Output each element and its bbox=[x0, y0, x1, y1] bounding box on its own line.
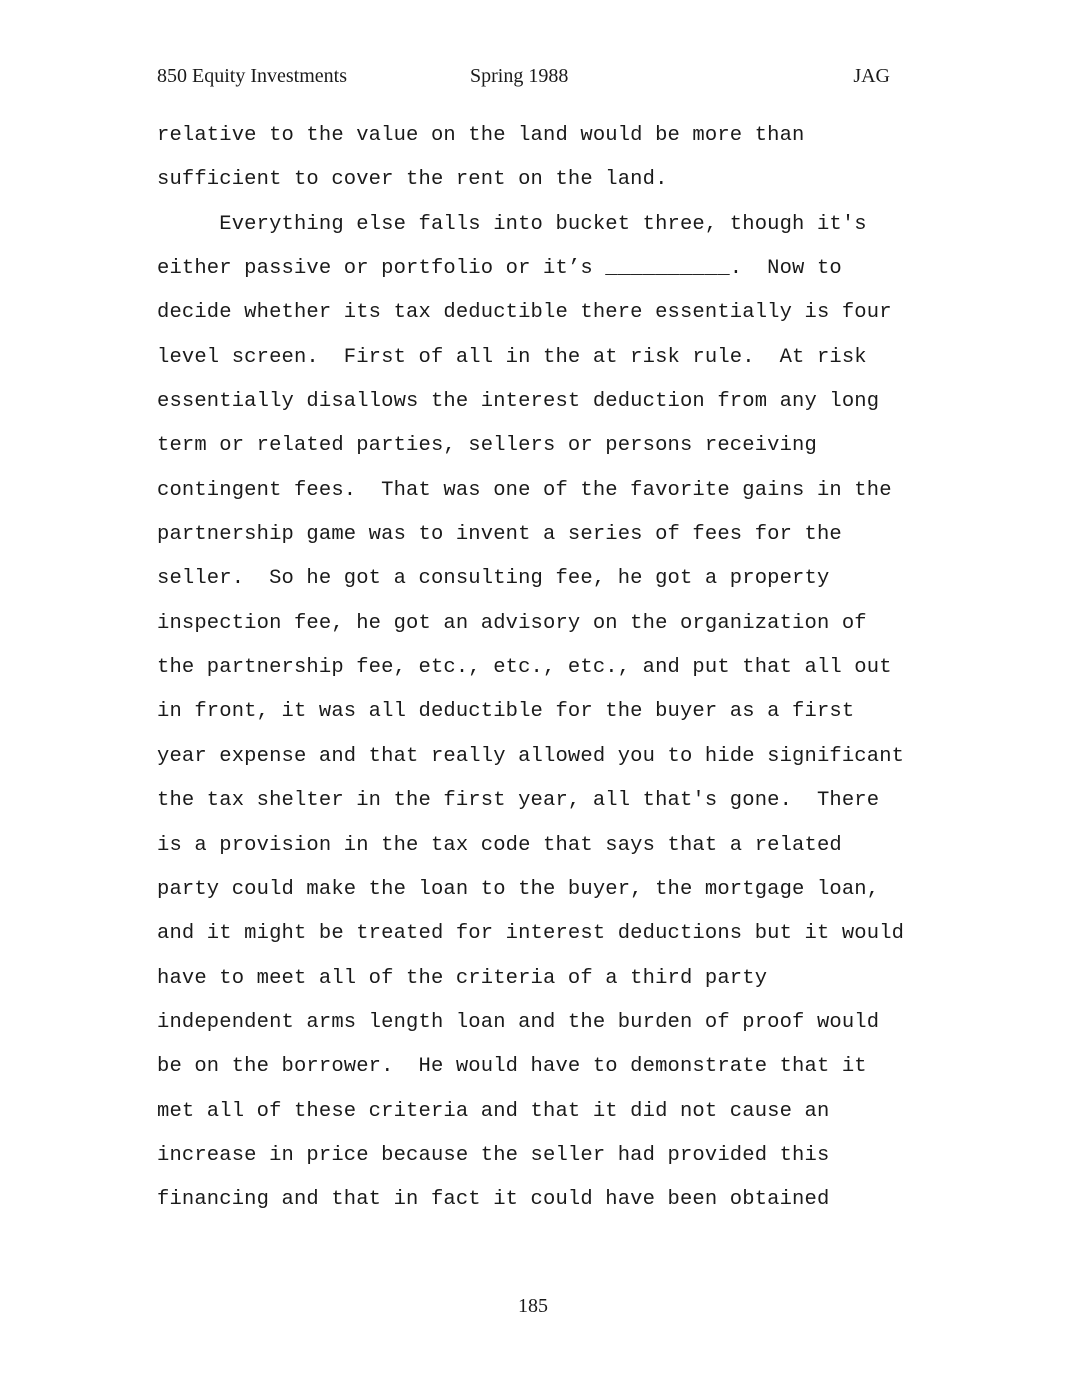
text-line: term or related parties, sellers or persons receiving bbox=[157, 434, 817, 458]
text-line: level screen. First of all in the at risk rule. At risk bbox=[157, 345, 867, 369]
text-line: and it might be treated for interest deductions but it would bbox=[157, 922, 905, 946]
text-line: relative to the value on the land would be more than bbox=[157, 124, 805, 147]
text-line: financing and that in fact it could have been obtained bbox=[157, 1188, 830, 1212]
header-course-title: 850 Equity Investments bbox=[157, 65, 347, 87]
text-line: contingent fees. That was one of the favorite gains in the bbox=[157, 478, 892, 502]
text-line: seller. So he got a consulting fee, he got a property bbox=[157, 567, 830, 591]
header-term: Spring 1988 bbox=[470, 65, 569, 87]
page-number: 185 bbox=[518, 1295, 548, 1317]
text-line: increase in price because the seller had provided this bbox=[157, 1143, 830, 1167]
transcript-body bbox=[157, 114, 917, 1223]
page-header bbox=[157, 62, 890, 90]
text-line: the tax shelter in the first year, all that's gone. There bbox=[157, 789, 880, 813]
text-line: met all of these criteria and that it did not cause an bbox=[157, 1099, 830, 1123]
header-author-initials: JAG bbox=[853, 65, 890, 87]
text-line: party could make the loan to the buyer, the mortgage loan, bbox=[157, 877, 880, 901]
text-line: partnership game was to invent a series of fees for the bbox=[157, 523, 842, 547]
text-line: year expense and that really allowed you to hide significant bbox=[157, 744, 905, 768]
text-line: is a provision in the tax code that says that a related bbox=[157, 833, 842, 857]
text-line: decide whether its tax deductible there essentially is four bbox=[157, 301, 892, 325]
text-line: have to meet all of the criteria of a third party bbox=[157, 966, 768, 990]
text-line: either passive or portfolio or it’s __________. Now to bbox=[157, 257, 842, 281]
text-line: in front, it was all deductible for the buyer as a first bbox=[157, 700, 855, 724]
text-line: essentially disallows the interest deduction from any long bbox=[157, 390, 880, 414]
text-line: Everything else falls into bucket three, though it's bbox=[157, 212, 867, 236]
text-line: be on the borrower. He would have to demonstrate that it bbox=[157, 1055, 867, 1079]
text-line: the partnership fee, etc., etc., etc., and put that all out bbox=[157, 656, 892, 680]
text-line: independent arms length loan and the burden of proof would bbox=[157, 1010, 880, 1034]
text-line: sufficient to cover the rent on the land. bbox=[157, 168, 668, 192]
text-line: inspection fee, he got an advisory on the organization of bbox=[157, 611, 867, 635]
